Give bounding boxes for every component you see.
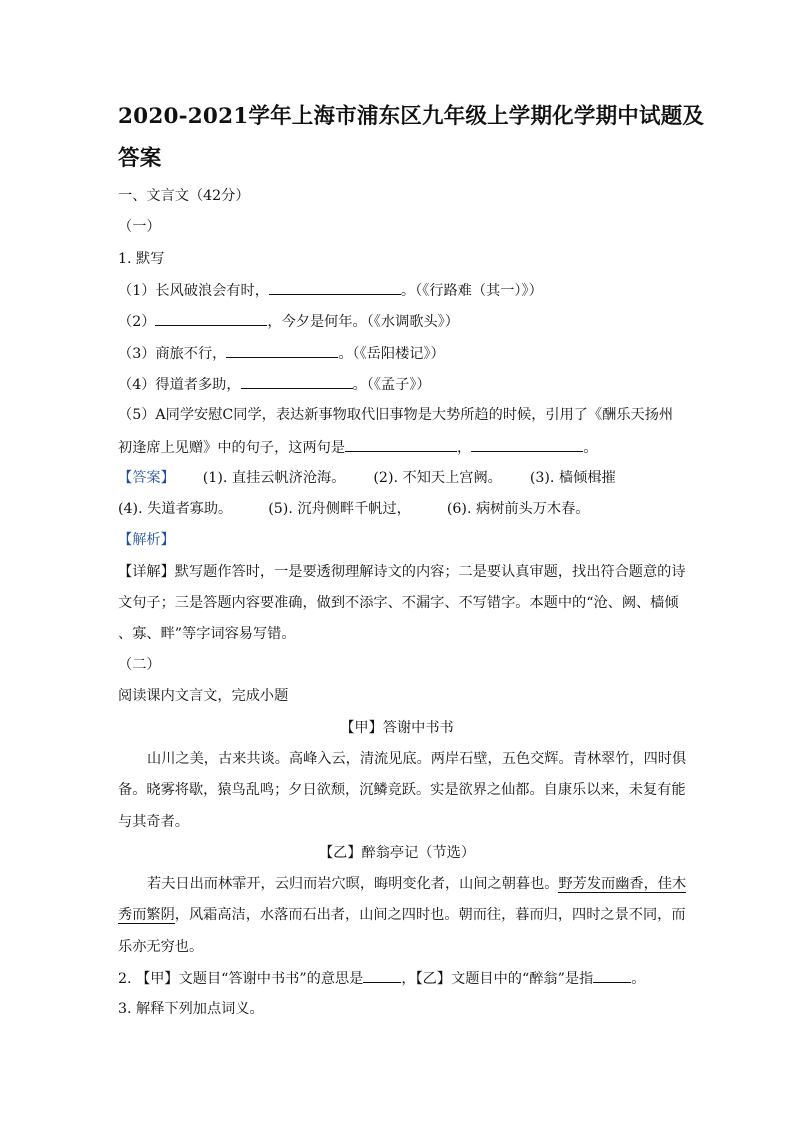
passage-yi-line: 乐亦无穷也。 [118, 939, 204, 955]
passage-yi-line: 若夫日出而林霏开，云归而岩穴暝，晦明变化者，山间之朝暮也。野芳发而幽香，佳木 [147, 876, 687, 892]
passage-yi-title: 【乙】醉翁亭记（节选） [318, 845, 476, 861]
detail-text-1: 【详解】默写题作答时，一是要透彻理解诗文的内容；二是要认真审题，找出符合题意的诗 [118, 564, 686, 580]
answer-blank [155, 311, 267, 326]
passage-jia-line: 备。晓雾将歇，猿鸟乱鸣；夕日欲颓，沉鳞竞跃。实是欲界之仙都。自康乐以来，未复有能 [118, 782, 686, 798]
answer-blank [345, 437, 457, 452]
detail-text-2: 文句子；三是答题内容要准确，做到不添字、不漏字、不写错字。本题中的“沧、阙、樯倾 [118, 595, 679, 611]
answer-blank [471, 437, 583, 452]
underlined-text: 秀而繁阴 [118, 907, 175, 923]
answer-line-2: (4). 失道者寡助。 (5). 沉舟侧畔千帆过， (6). 病树前头万木春。 [118, 501, 590, 517]
question-2: 2. 【甲】文题目“答谢中书书”的意思是 ，【乙】文题目中的“醉翁”是指 。 [118, 968, 645, 989]
section-heading: 一、文言文（42分） [118, 188, 250, 204]
question-1-2: （2） ，今夕是何年。（《水调歌头》） [118, 311, 459, 332]
answer-blank [241, 374, 353, 389]
answer-blank [226, 343, 338, 358]
question-1-5-continued: 初逢席上见赠》中的句子，这两句是 ， 。 [118, 437, 597, 458]
answer-blank [593, 968, 631, 983]
answer-line-1: 【答案】 (1). 直挂云帆济沧海。 (2). 不知天上宫阙。 (3). 樯倾楫摧 [118, 470, 616, 486]
question-1-1: （1）长风破浪会有时， 。（《行路难（其一）》） [118, 280, 543, 301]
instruction-text: 阅读课内文言文，完成小题 [118, 688, 289, 704]
underlined-text: 野芳发而幽香，佳木 [558, 876, 687, 892]
detail-text-3: 、寡、畔”等字词容易写错。 [118, 626, 296, 642]
passage-jia-line: 山川之美，古来共谈。高峰入云，清流见底。两岸石壁，五色交辉。青林翠竹，四时俱 [147, 751, 687, 767]
page-title-continued: 答案 [118, 146, 162, 171]
page-title: 2020-2021学年上海市浦东区九年级上学期化学期中试题及 [118, 104, 705, 129]
question-1-3: （3）商旅不行， 。（《岳阳楼记》） [118, 343, 445, 364]
passage-jia-line: 与其奇者。 [118, 814, 189, 830]
passage-jia-title: 【甲】答谢中书书 [340, 720, 454, 736]
question-1-5: （5）A同学安慰C同学，表达新事物取代旧事物是大势所趋的时候，引用了《酬乐天扬州 [118, 407, 674, 423]
part-two-heading: （二） [118, 657, 161, 673]
question-3: 3. 解释下列加点词义。 [118, 1001, 264, 1017]
question-1-4: （4）得道者多助， 。（《孟子》） [118, 374, 431, 395]
answer-blank [363, 968, 401, 983]
part-one-heading: （一） [118, 219, 161, 235]
answer-label: 【答案】 [118, 470, 175, 486]
question-1: 1. 默写 [118, 251, 165, 267]
answer-blank [269, 280, 401, 295]
passage-yi-line: 秀而繁阴，风霜高洁，水落而石出者，山间之四时也。朝而往，暮而归，四时之景不同，而 [118, 907, 686, 923]
analysis-label: 【解析】 [118, 532, 175, 548]
